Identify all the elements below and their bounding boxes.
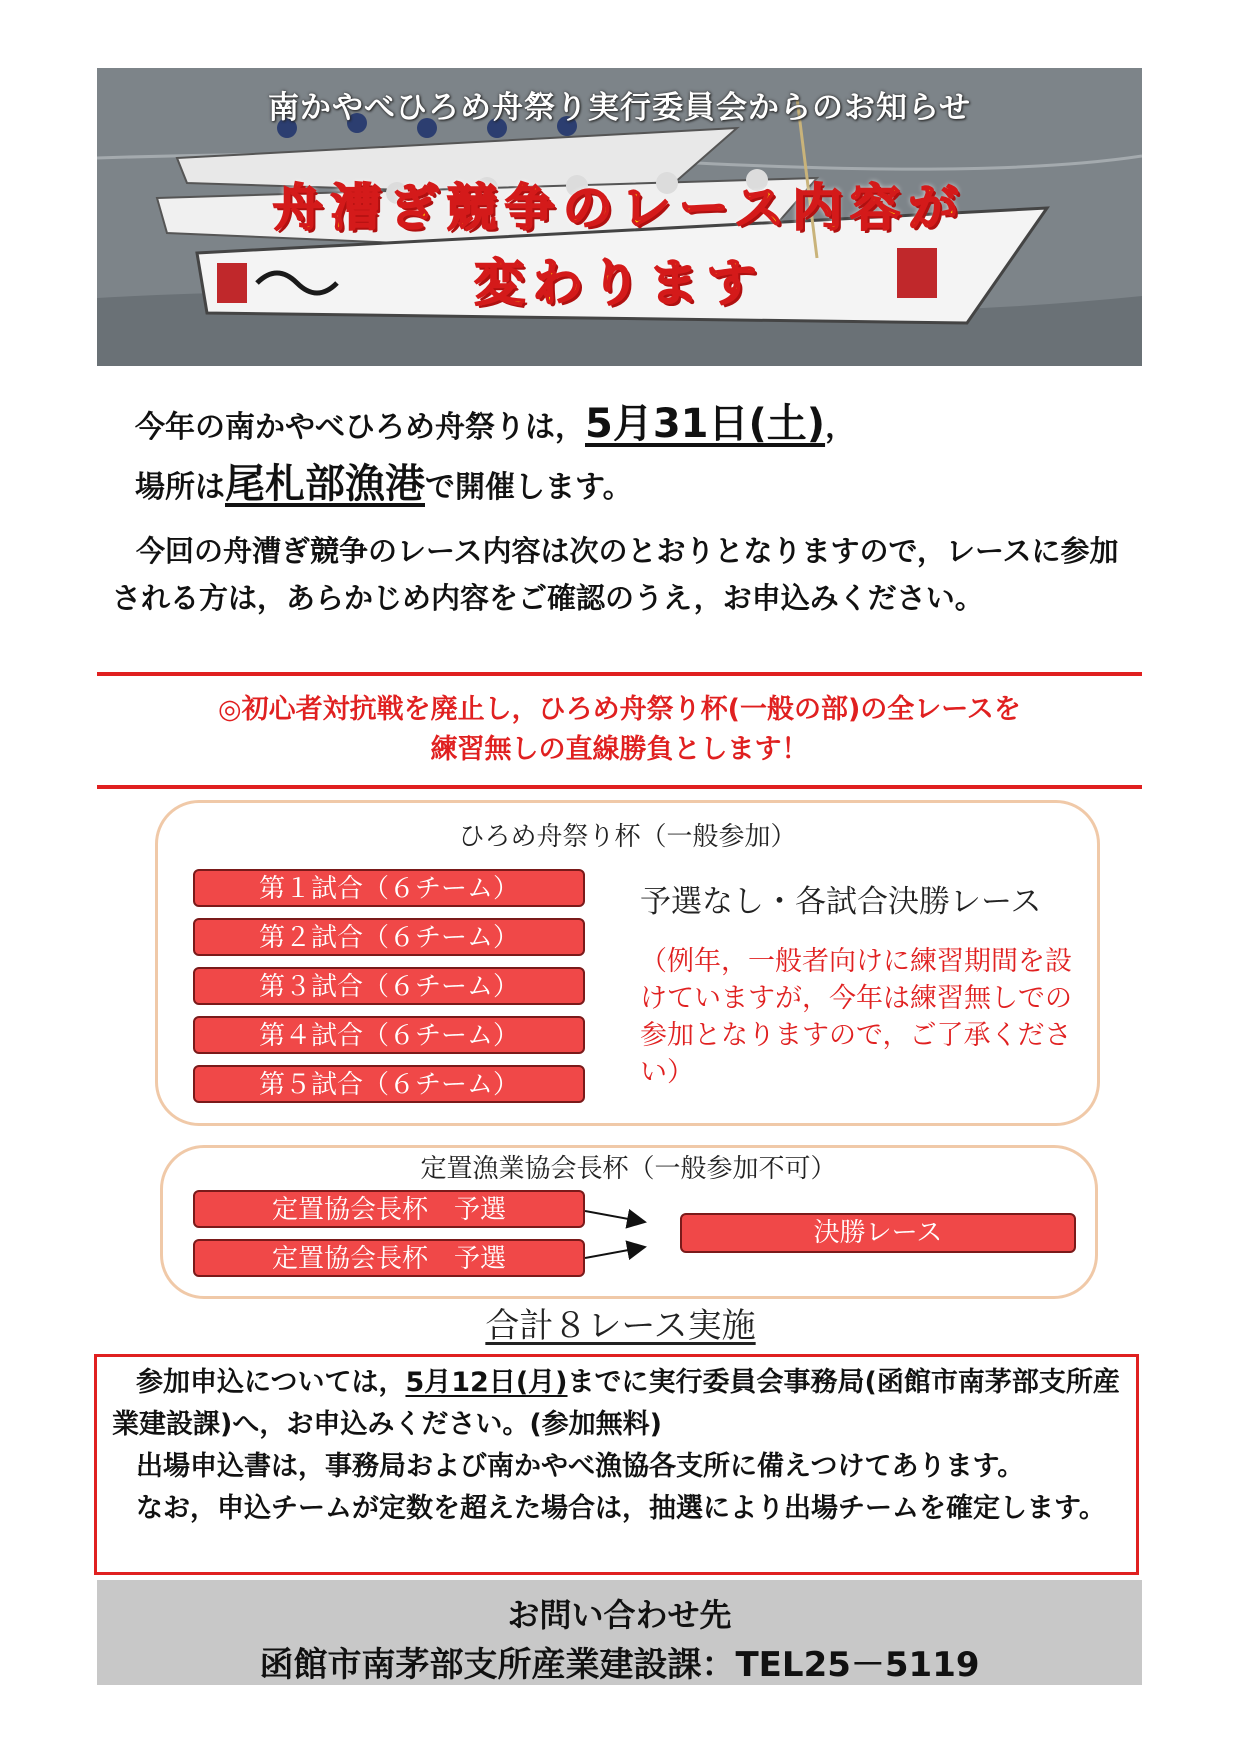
race-format: 予選なし・各試合決勝レース	[640, 884, 1042, 920]
contact-phone: 函館市南茅部支所産業建設課：TEL25－5119	[259, 1645, 980, 1685]
header-banner	[97, 68, 1142, 366]
hirome-cup-title: ひろめ舟祭り杯（一般参加）	[458, 822, 797, 852]
banner-title-line2: 変わります	[474, 254, 765, 312]
notice-line1: ◎初心者対抗戦を廃止し，ひろめ舟祭り杯(一般の部)の全レースを	[218, 694, 1021, 725]
intro-paragraph: 今回の舟漕ぎ競争のレース内容は次のとおりとなりますので，レースに参加される方は，あらかじめ内容をご確認のうえ，お申込みください。	[112, 534, 1119, 615]
deadline-date: 5月12日(月)	[405, 1367, 568, 1398]
intro-line-1	[135, 392, 855, 449]
apply-suffix: までに実行委員会事務局(函館市南茅部支所産業建設課)へ，お申込みください。(参加無料)	[112, 1367, 1120, 1440]
place-suffix: で開催します。	[425, 470, 633, 505]
divider-top	[97, 672, 1142, 676]
event-date: 5月31日(土)	[585, 401, 826, 447]
place-prefix: 場所は	[135, 470, 225, 505]
final-race-box: 決勝レース	[680, 1213, 1076, 1253]
event-place: 尾札部漁港	[225, 461, 425, 507]
intro-prefix: 今年の南かやべひろめ舟祭りは，	[135, 410, 585, 445]
notice	[97, 690, 1142, 770]
intro-suffix: ，	[825, 410, 856, 445]
apply-prefix: 参加申込については，	[136, 1367, 406, 1398]
total-races	[0, 1298, 1241, 1347]
arrow-icon	[585, 1195, 680, 1275]
association-cup-title: 定置漁業協会長杯（一般参加不可）	[420, 1154, 837, 1184]
match-box: 第５試合（６チーム）	[193, 1065, 585, 1103]
banner-title-line1: 舟漕ぎ競争のレース内容が	[272, 179, 967, 237]
form-location: 出場申込書は，事務局および南かやべ漁協各支所に備えつけてあります。	[136, 1451, 1025, 1482]
contact-title: お問い合わせ先	[507, 1596, 732, 1634]
banner-subtitle: 南かやべひろめ舟祭り実行委員会からのお知らせ	[267, 90, 972, 126]
match-box: 第３試合（６チーム）	[193, 967, 585, 1005]
total-races-text: 合計８レース実施	[485, 1306, 756, 1346]
prelim-box: 定置協会長杯 予選	[193, 1190, 585, 1228]
match-box: 第２試合（６チーム）	[193, 918, 585, 956]
intro-line-2	[135, 452, 633, 509]
match-box: 第４試合（６チーム）	[193, 1016, 585, 1054]
notice-line2: 練習無しの直線勝負とします！	[430, 734, 809, 765]
practice-note: （例年，一般者向けに練習期間を設けていますが，今年は練習無しでの参加となりますので，ご了承ください）	[640, 946, 1072, 1088]
divider-bottom	[97, 785, 1142, 789]
application-text	[112, 1362, 1132, 1530]
lottery-note: なお，申込チームが定数を超えた場合は，抽選により出場チームを確定します。	[136, 1493, 1106, 1524]
prelim-box: 定置協会長杯 予選	[193, 1239, 585, 1277]
match-box: 第１試合（６チーム）	[193, 869, 585, 907]
